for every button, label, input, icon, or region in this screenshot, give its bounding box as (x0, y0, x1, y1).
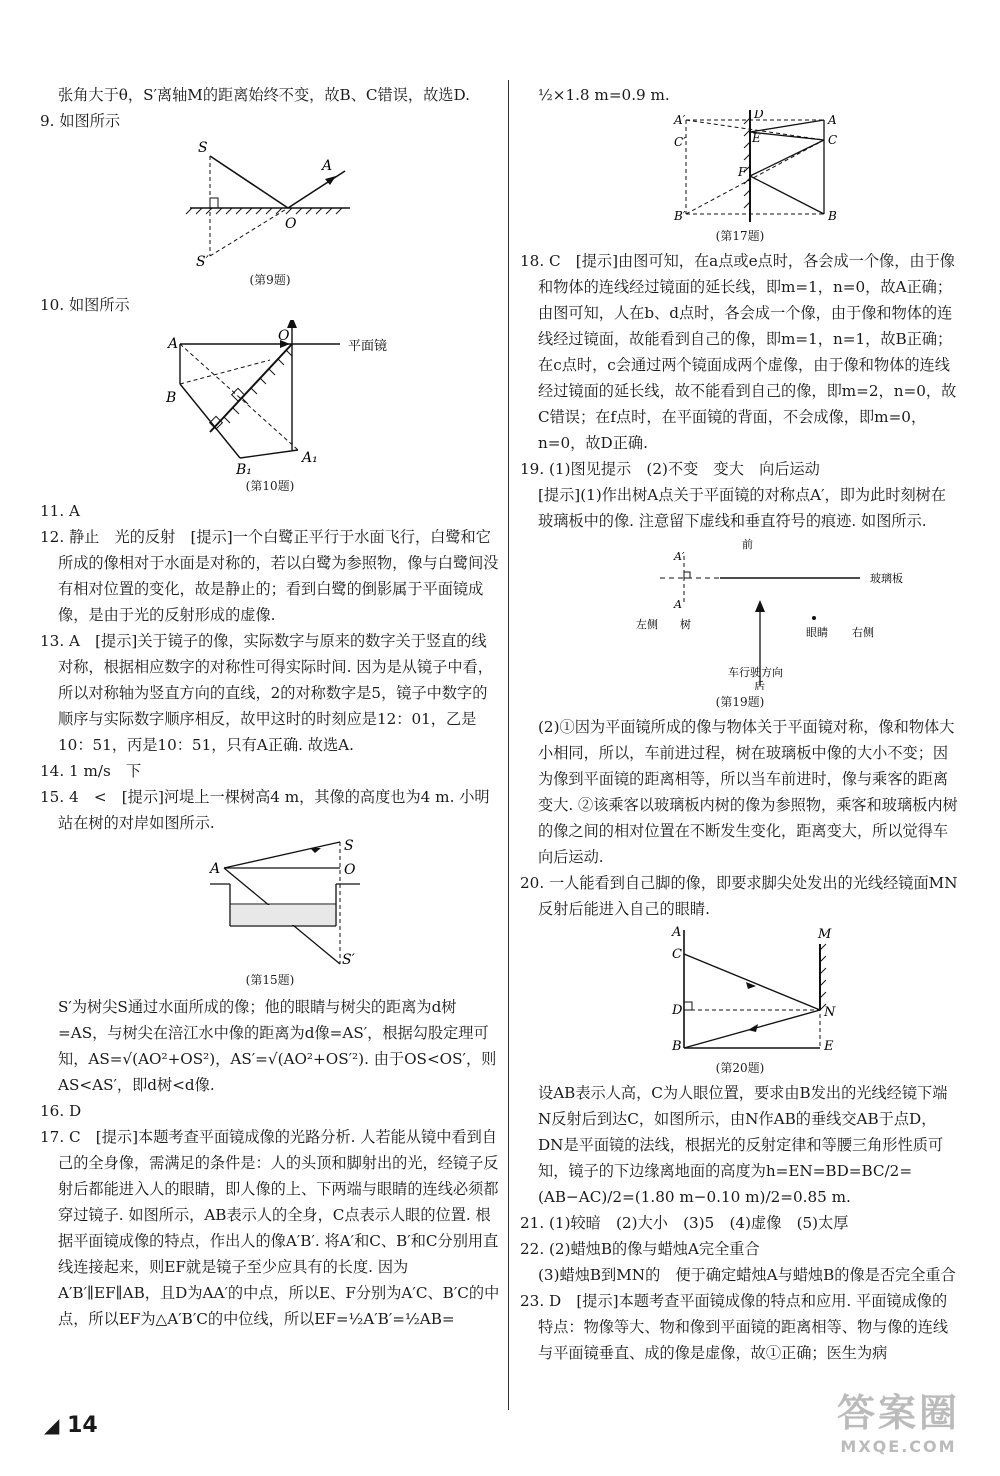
fig20-label-a: A (672, 925, 682, 940)
fig20-label-m: M (818, 927, 832, 942)
fig10-label-mirror: 平面镜 (348, 339, 388, 354)
figure-10-caption: (第10题) (245, 479, 295, 493)
paragraph-17b: ½×1.8 m=0.9 m. (538, 86, 670, 104)
fig10-label-a: A (168, 336, 179, 352)
fig15-label-s: S (344, 838, 354, 854)
watermark (837, 1382, 960, 1456)
question-19-hint: [提示](1)作出树A点关于平面镜的对称点A′，即为此时刻树在玻璃板中的像. 注意留下虚线和垂直符号的痕迹. 如图所示. (538, 486, 947, 530)
question-17: 17. C [提示]本题考查平面镜成像的光路分析. 人若能从镜中看到自己的全身像，需满足的条件是：人的头顶和脚射出的光，经镜子反射后都能进入人的眼睛，即人像的上、下两端与眼睛的连线必须都穿过镜子. 如图所示，AB表示人的全身，C点表示人眼的位置. 根据平面镜成像的特点，作出人的像A′B′. 将A′和C、B′和C分别用直线连接起来，则EF就是镜子至少应具有的长度. 因为A′B′∥EF∥AB，且D为AA′的中点，所以E、F分别为A′C、B′C的中点，所以EF为△A′B′C的中位线，所以EF=½A′B′=½AB= (40, 1128, 500, 1328)
fig19-label-front: 前 (742, 538, 753, 551)
question-18: 18. C [提示]由图可知，在a点或e点时，各会成一个像，由于像和物体的连线经过镜面的延长线，即m=1，n=0，故A正确；由图可知，人在b、d点时，各会成一个像，由于像和物体的连线经过镜面，故能看到自己的像，即m=1，n=1，故B正确；在c点时，c会通过两个镜面成两个虚像，由于像和物体的连线经过镜面的延长线，故不能看到自己的像，即m=2，n=0，故C错误；在f点时，在平面镜的背面，不会成像，即m=0，n=0，故D正确. (520, 252, 957, 452)
figure-17 (520, 110, 960, 242)
right-column (520, 82, 960, 1366)
question-14: 14. 1 m/s 下 (40, 762, 142, 780)
question-19-part2: (2)①因为平面镜所成的像与物体关于平面镜对称，像和物体大小相同，所以，车前进过程，树在玻璃板中像的大小不变；因为像到平面镜的距离相等，所以当车前进时，像与乘客的距离变大. ②该乘客以玻璃板内树的像为参照物，乘客和玻璃板内树的像之间的相对位置在不断发生变化，距离变大，所以觉得车向后运动. (538, 718, 958, 866)
fig20-label-e: E (824, 1039, 834, 1054)
figure-19-caption: (第19题) (715, 695, 765, 709)
fig20-label-c: C (672, 947, 682, 962)
column-divider (508, 80, 509, 1410)
fig15-label-o: O (344, 862, 356, 878)
fig17-label-b: B (828, 209, 837, 223)
figure-10 (40, 320, 500, 492)
figure-15 (40, 838, 500, 988)
question-15: 15. 4 < [提示]河堤上一棵树高4 m，其像的高度也为4 m. 小明站在树的对岸如图所示. (40, 788, 490, 832)
fig15-label-sp: S′ (342, 952, 355, 968)
question-9: 9. 如图所示 (40, 112, 121, 130)
question-22: 22. (2)蜡烛B的像与蜡烛A完全重合 (520, 1240, 760, 1258)
fig17-label-cp: C′ (674, 135, 686, 149)
figure-9 (40, 136, 500, 286)
fig17-label-a: A (828, 113, 837, 127)
page-number-text: 14 (67, 1413, 98, 1438)
fig19-label-back: 后 (754, 680, 765, 690)
fig20-label-b: B (672, 1039, 682, 1054)
fig17-label-f: F (738, 165, 747, 179)
question-10: 10. 如图所示 (40, 296, 130, 314)
figure-20 (520, 924, 960, 1074)
watermark-sub: MXQE.COM (840, 1437, 957, 1456)
fig9-label-o: O (285, 216, 297, 232)
fig17-label-c: C (828, 133, 838, 147)
fig9-label-a: A (322, 158, 333, 174)
figure-20-caption: (第20题) (715, 1061, 765, 1075)
question-21: 21. (1)较暗 (2)大小 (3)5 (4)虚像 (5)太厚 (520, 1214, 849, 1232)
figure-10-diagram (40, 320, 500, 474)
figure-15-caption: (第15题) (245, 973, 295, 987)
figure-9-diagram (40, 136, 500, 268)
fig10-label-a1: A₁ (302, 450, 318, 466)
fig17-label-bp: B′ (674, 209, 686, 223)
figure-17-diagram (520, 110, 960, 224)
figure-9-caption: (第9题) (249, 273, 291, 287)
fig10-label-b: B (166, 390, 177, 406)
question-12: 12. 静止 光的反射 [提示]一个白鹭正平行于水面飞行，白鹭和它所成的像相对于水面是对称的，若以白鹭为参照物，像与白鹭间没有相对位置的变化，故是静止的；看到白鹭的倒影属于平面镜成像，是由于光的反射形成的虚像. (40, 528, 499, 624)
fig9-label-sp: S′ (196, 254, 209, 268)
figure-15-diagram (40, 838, 500, 968)
figure-19-diagram (520, 536, 960, 690)
fig19-label-ap: A′ (674, 550, 685, 563)
fig17-label-e: E (752, 131, 761, 145)
fig20-label-n: N (824, 1005, 836, 1020)
fig19-label-glass: 玻璃板 (870, 572, 903, 585)
question-23: 23. D [提示]本题考查平面镜成像的特点和应用. 平面镜成像的特点：物像等大、物和像到平面镜的距离相等、物与像的连线与平面镜垂直、成的像是虚像，故①正确；医生为病 (520, 1292, 949, 1362)
figure-17-caption: (第17题) (715, 229, 765, 243)
fig9-label-s: S (198, 140, 208, 156)
figure-19 (520, 536, 960, 708)
paragraph-15b: S′为树尖S通过水面所成的像；他的眼睛与树尖的距离为d树=AS，与树尖在涪江水中像的距离为d像=AS′，根据勾股定理可知，AS=√(AO²+OS²)，AS′=√(AO²+OS′²). 由于OS<OS′，则AS<AS′，即d树<d像. (58, 998, 497, 1094)
question-11: 11. A (40, 502, 80, 520)
question-20: 20. 一人能看到自己脚的像，即要求脚尖处发出的光线经镜面MN反射后能进入自己的眼睛. (520, 874, 958, 918)
fig19-label-tree: 树 (680, 618, 691, 631)
fig19-label-dir: 车行驶方向 (728, 666, 783, 679)
left-column (40, 82, 500, 1332)
fig15-label-a: A (210, 861, 221, 877)
fig19-label-left: 左侧 (636, 618, 658, 631)
question-20-solution: 设AB表示人高，C为人眼位置，要求由B发出的光线经镜下端N反射后到达C，如图所示，由N作AB的垂线交AB于点D，DN是平面镜的法线，根据光的反射定律和等腰三角形性质可知，镜子的下边缘离地面的高度为h=EN=BD=BC/2=(AB−AC)/2=(1.80 m−0.10 m)/2=0.85 m. (538, 1084, 948, 1206)
fig10-label-b1: B₁ (236, 462, 252, 474)
watermark-main: 答案圈 (836, 1391, 960, 1435)
figure-20-diagram (520, 924, 960, 1056)
fig19-label-eye: 眼睛 (806, 626, 828, 639)
fig10-label-o: O (278, 328, 290, 344)
fig19-label-right: 右侧 (852, 626, 874, 639)
fig17-label-d: D (754, 110, 764, 121)
paragraph-prev: 张角大于θ，S′离轴M的距离始终不变，故B、C错误，故选D. (58, 86, 470, 104)
question-13: 13. A [提示]关于镜子的像，实际数字与原来的数字关于竖直的线对称，根据相应数字的对称性可得实际时间. 因为是从镜子中看，所以对称轴为竖直方向的直线，2的对称数字是5，镜子中数字的顺序与实际数字顺序相反，故甲这时的时刻应是12：01，乙是10：51，丙是10：51，只有A正确. 故选A. (40, 632, 493, 754)
question-16: 16. D (40, 1102, 82, 1120)
fig19-label-a: A (674, 598, 682, 611)
page-number (44, 1413, 98, 1438)
fig20-label-d: D (672, 1003, 683, 1018)
question-22-part3: (3)蜡烛B到MN的 便于确定蜡烛A与蜡烛B的像是否完全重合 (538, 1266, 956, 1284)
question-19: 19. (1)图见提示 (2)不变 变大 向后运动 (520, 460, 820, 478)
fig17-label-ap: A′ (674, 113, 686, 127)
dolphin-logo-icon: ◢ (44, 1413, 60, 1437)
